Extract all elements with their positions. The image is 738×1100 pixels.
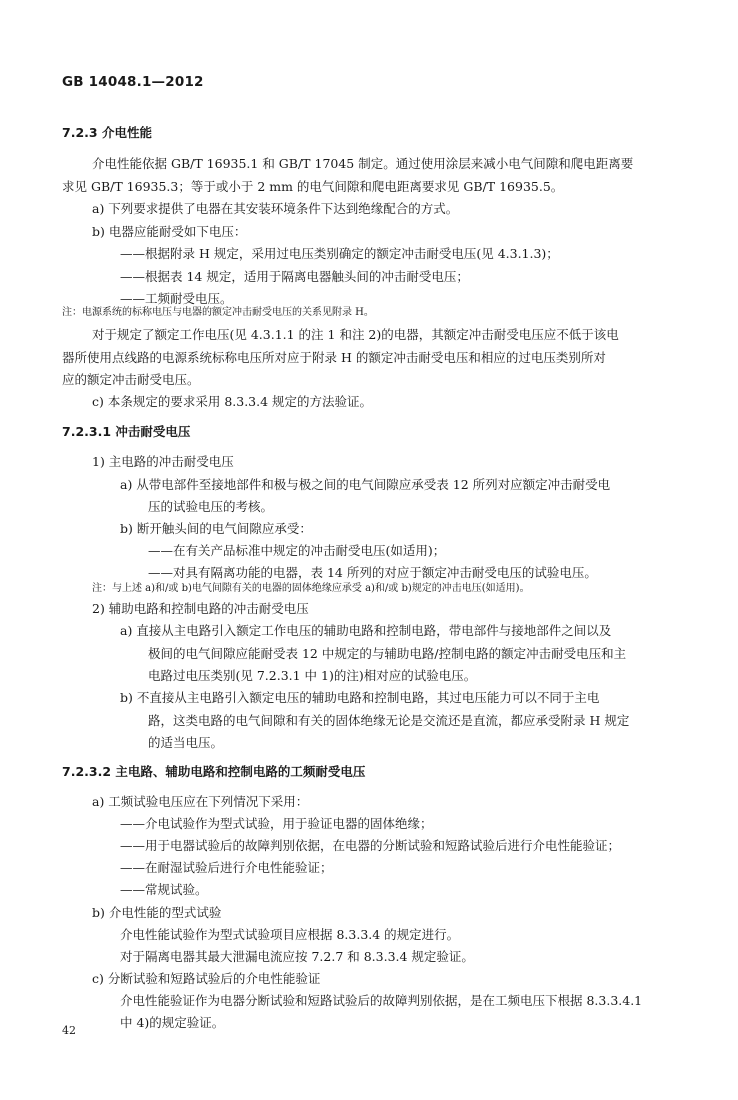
text-line-c1: c) 本条规定的要求采用 8.3.3.4 规定的方法验证。 <box>92 394 373 409</box>
text-line-d1: ——根据附录 H 规定，采用过电压类别确定的额定冲击耐受电压(见 4.3.1.3)； <box>120 246 559 261</box>
text-line-i2: 2) 辅助电路和控制电路的冲击耐受电压 <box>92 601 309 616</box>
text-line-p2a: 对于规定了额定工作电压(见 4.3.1.1 的注 1 和注 2)的电器，其额定冲击耐受电压应不低于该电 <box>92 327 619 342</box>
note-n1: 注：电源系统的标称电压与电器的额定冲击耐受电压的关系见附录 H。 <box>62 307 374 318</box>
text-line-s7: 介电性能试验作为型式试验项目应根据 8.3.3.4 的规定进行。 <box>120 927 460 942</box>
section-heading-h-7231: 7.2.3.1 冲击耐受电压 <box>62 424 191 439</box>
text-line-p1a: 介电性能依据 GB/T 16935.1 和 GB/T 17045 制定。通过使用涂层来减小电气间隙和爬电距离要 <box>92 156 634 171</box>
page-number: 42 <box>62 1024 76 1037</box>
text-line-s1: a) 工频试验电压应在下列情况下采用： <box>92 794 309 809</box>
text-line-i2b3: 的适当电压。 <box>148 735 224 750</box>
standard-code: GB 14048.1—2012 <box>62 74 204 90</box>
text-line-i1: 1) 主电路的冲击耐受电压 <box>92 454 234 469</box>
note-n2: 注：与上述 a)和/或 b)电气间隙有关的电器的固体绝缘应承受 a)和/或 b)规定的冲击电压(如适用)。 <box>92 583 530 594</box>
text-line-i2b1: b) 不直接从主电路引入额定电压的辅助电路和控制电路，其过电压能力可以不同于主电 <box>120 690 600 705</box>
text-line-i1b3: ——对具有隔离功能的电器，表 14 所列的对应于额定冲击耐受电压的试验电压。 <box>148 565 597 580</box>
text-line-b1: b) 电器应能耐受如下电压： <box>92 224 247 239</box>
text-line-d3: ——工频耐受电压。 <box>120 291 233 306</box>
text-line-i2b2: 路，这类电路的电气间隙和有关的固体绝缘无论是交流还是直流，都应承受附录 H 规定 <box>148 713 630 728</box>
text-line-i1b1: b) 断开触头间的电气间隙应承受： <box>120 521 312 536</box>
text-line-i1a1: a) 从带电部件至接地部件和极与极之间的电气间隙应承受表 12 所列对应额定冲击耐受电 <box>120 477 611 492</box>
text-line-s5: ——常规试验。 <box>120 882 208 897</box>
text-line-s9: c) 分断试验和短路试验后的介电性能验证 <box>92 971 321 986</box>
text-line-s6: b) 介电性能的型式试验 <box>92 905 222 920</box>
text-line-s4: ——在耐湿试验后进行介电性能验证； <box>120 860 333 875</box>
text-line-p2b: 器所使用点线路的电源系统标称电压所对应于附录 H 的额定冲击耐受电压和相应的过电压类别所对 <box>62 350 606 365</box>
text-line-s10: 介电性能验证作为电器分断试验和短路试验后的故障判别依据，是在工频电压下根据 8.3.3.4.1 <box>120 993 643 1008</box>
text-line-i1a2: 压的试验电压的考核。 <box>148 499 274 514</box>
section-heading-h-7232: 7.2.3.2 主电路、辅助电路和控制电路的工频耐受电压 <box>62 764 366 779</box>
text-line-s2: ——介电试验作为型式试验，用于验证电器的固体绝缘； <box>120 816 433 831</box>
section-heading-h-723: 7.2.3 介电性能 <box>62 125 152 140</box>
text-line-d2: ——根据表 14 规定，适用于隔离电器触头间的冲击耐受电压； <box>120 269 469 284</box>
text-line-a1: a) 下列要求提供了电器在其安装环境条件下达到绝缘配合的方式。 <box>92 201 459 216</box>
text-line-p2c: 应的额定冲击耐受电压。 <box>62 372 200 387</box>
text-line-s3: ——用于电器试验后的故障判别依据，在电器的分断试验和短路试验后进行介电性能验证； <box>120 838 621 853</box>
text-line-i1b2: ——在有关产品标准中规定的冲击耐受电压(如适用)； <box>148 543 446 558</box>
text-line-i2a3: 电路过电压类别(见 7.2.3.1 中 1)的注)相对应的试验电压。 <box>148 668 477 683</box>
text-line-i2a2: 极间的电气间隙应能耐受表 12 中规定的与辅助电路/控制电路的额定冲击耐受电压和主 <box>148 646 627 661</box>
text-line-s8: 对于隔离电器其最大泄漏电流应按 7.2.7 和 8.3.3.4 规定验证。 <box>120 949 474 964</box>
text-line-p1b: 求见 GB/T 16935.3；等于或小于 2 mm 的电气间隙和爬电距离要求见 GB/T 16935.5。 <box>62 179 564 194</box>
text-line-i2a1: a) 直接从主电路引入额定工作电压的辅助电路和控制电路，带电部件与接地部件之间以及 <box>120 623 612 638</box>
text-line-s11: 中 4)的规定验证。 <box>120 1015 225 1030</box>
